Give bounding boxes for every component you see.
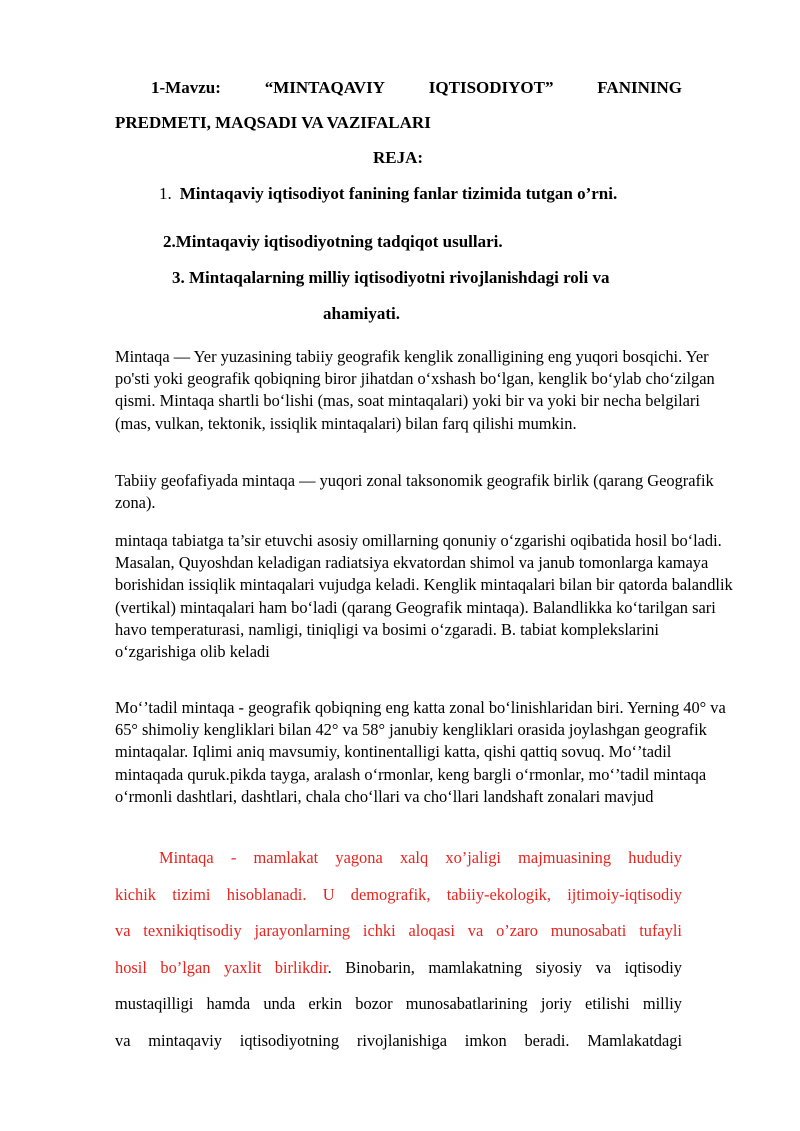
plan-item-3: 3. Mintaqalarning milliy iqtisodiyotni rivojlanishdagi roli va [172, 268, 610, 287]
plan-heading: REJA: [373, 148, 424, 167]
main-line-5: mustaqilligi hamda unda erkin bozor munosabatlarining joriy etilishi milliy [115, 994, 682, 1014]
main-line-2: kichik tizimi hisoblanadi. U demografik, tabiiy-ekologik, ijtimoiy-iqtisodiy [115, 884, 682, 904]
title-word: FANINING [597, 78, 682, 97]
paragraph-mintaqa-formation: mintaqa tabiatga ta’sir etuvchi asosiy omillarning qonuniy o‘zgarishi oqibatida hosil bo‘ladi. Masalan, Quyoshdan keladigan radiatsiya ekvatordan shimol va janub tomonlarga kamaya borishidan issiqlik mintaqalari vujudga keladi. Kenglik mintaqalari bilan bir qatorda balandlik (vertikal) mintaqalari ham bo‘ladi (qarang Geografik mintaqa). Balandlikka ko‘tarilgan sari havo temperaturasi, namligi, tiniqligi va bosimi o‘zgaradi. B. tabiat komplekslarini o‘zgarishiga olib keladi [115, 531, 733, 662]
plan-item-1 [159, 184, 617, 204]
plan-item-3-continuation: ahamiyati. [323, 304, 400, 323]
main-line-6: va mintaqaviy iqtisodiyotning rivojlanishiga imkon beradi. Mamlakatdagi [115, 1030, 682, 1050]
main-line-4 [115, 950, 682, 987]
main-line-4-red: hosil bo’lgan yaxlit birlikdir [115, 957, 328, 977]
title-word: “MINTAQAVIY [264, 78, 385, 97]
paragraph-tabiiy-geografiya: Tabiiy geofafiyada mintaqa — yuqori zonal taksonomik geografik birlik (qarang Geografik zona). [115, 471, 714, 513]
title-word: IQTISODIYOT” [428, 78, 554, 97]
paragraph-motadil-mintaqa: Mo‘’tadil mintaqa - geografik qobiqning eng katta zonal bo‘linishlaridan biri. Yerning 40° va 65° shimoliy kengliklari bilan 42° va 58° janubiy kengliklari orasida joylashgan geografik mintaqalar. Iqlimi aniq mavsumiy, kontinentalligi katta, qishi qattiq sovuq. Mo‘’tadil mintaqada quruk.pikda tayga, aralash o‘rmonlar, keng bargli o‘rmonlar, mo‘’tadil mintaqa o‘rmonli dashtlari, dashtlari, chala cho‘llari va cho‘llari landshaft zonalari mavjud [115, 698, 726, 806]
topic-title-line-1 [151, 78, 682, 98]
main-line-4-black: . Binobarin, mamlakatning siyosiy va iqtisodiy [327, 957, 682, 977]
plan-item-text: Mintaqaviy iqtisodiyot fanining fanlar tizimida tutgan o’rni. [179, 184, 618, 203]
plan-item-2: 2.Mintaqaviy iqtisodiyotning tadqiqot usullari. [163, 232, 503, 251]
main-paragraph [115, 840, 682, 1060]
title-word: 1-Mavzu: [151, 78, 221, 97]
main-line-1: Mintaqa - mamlakat yagona xalq xo’jaligi majmuasining hududiy [159, 848, 682, 867]
plan-item-number: 1. [159, 184, 172, 203]
main-line-3: va texnikiqtisodiy jarayonlarning ichki aloqasi va o’zaro munosabati tufayli [115, 921, 682, 941]
topic-title-line-2: PREDMETI, MAQSADI VA VAZIFALARI [115, 113, 431, 132]
paragraph-mintaqa-definition: Mintaqa — Yer yuzasining tabiiy geografik kenglik zonalligining eng yuqori bosqichi. Yer po'sti yoki geografik qobiqning biror jihatdan o‘xshash bo‘lgan, kenglik bo‘ylab cho‘zilgan qismi. Mintaqa shartli bo‘lishi (mas, soat mintaqalari) yoki bir va yoki bir necha belgilari (mas, vulkan, tektonik, issiqlik mintaqalari) bilan farq qilishi mumkin. [115, 347, 715, 433]
